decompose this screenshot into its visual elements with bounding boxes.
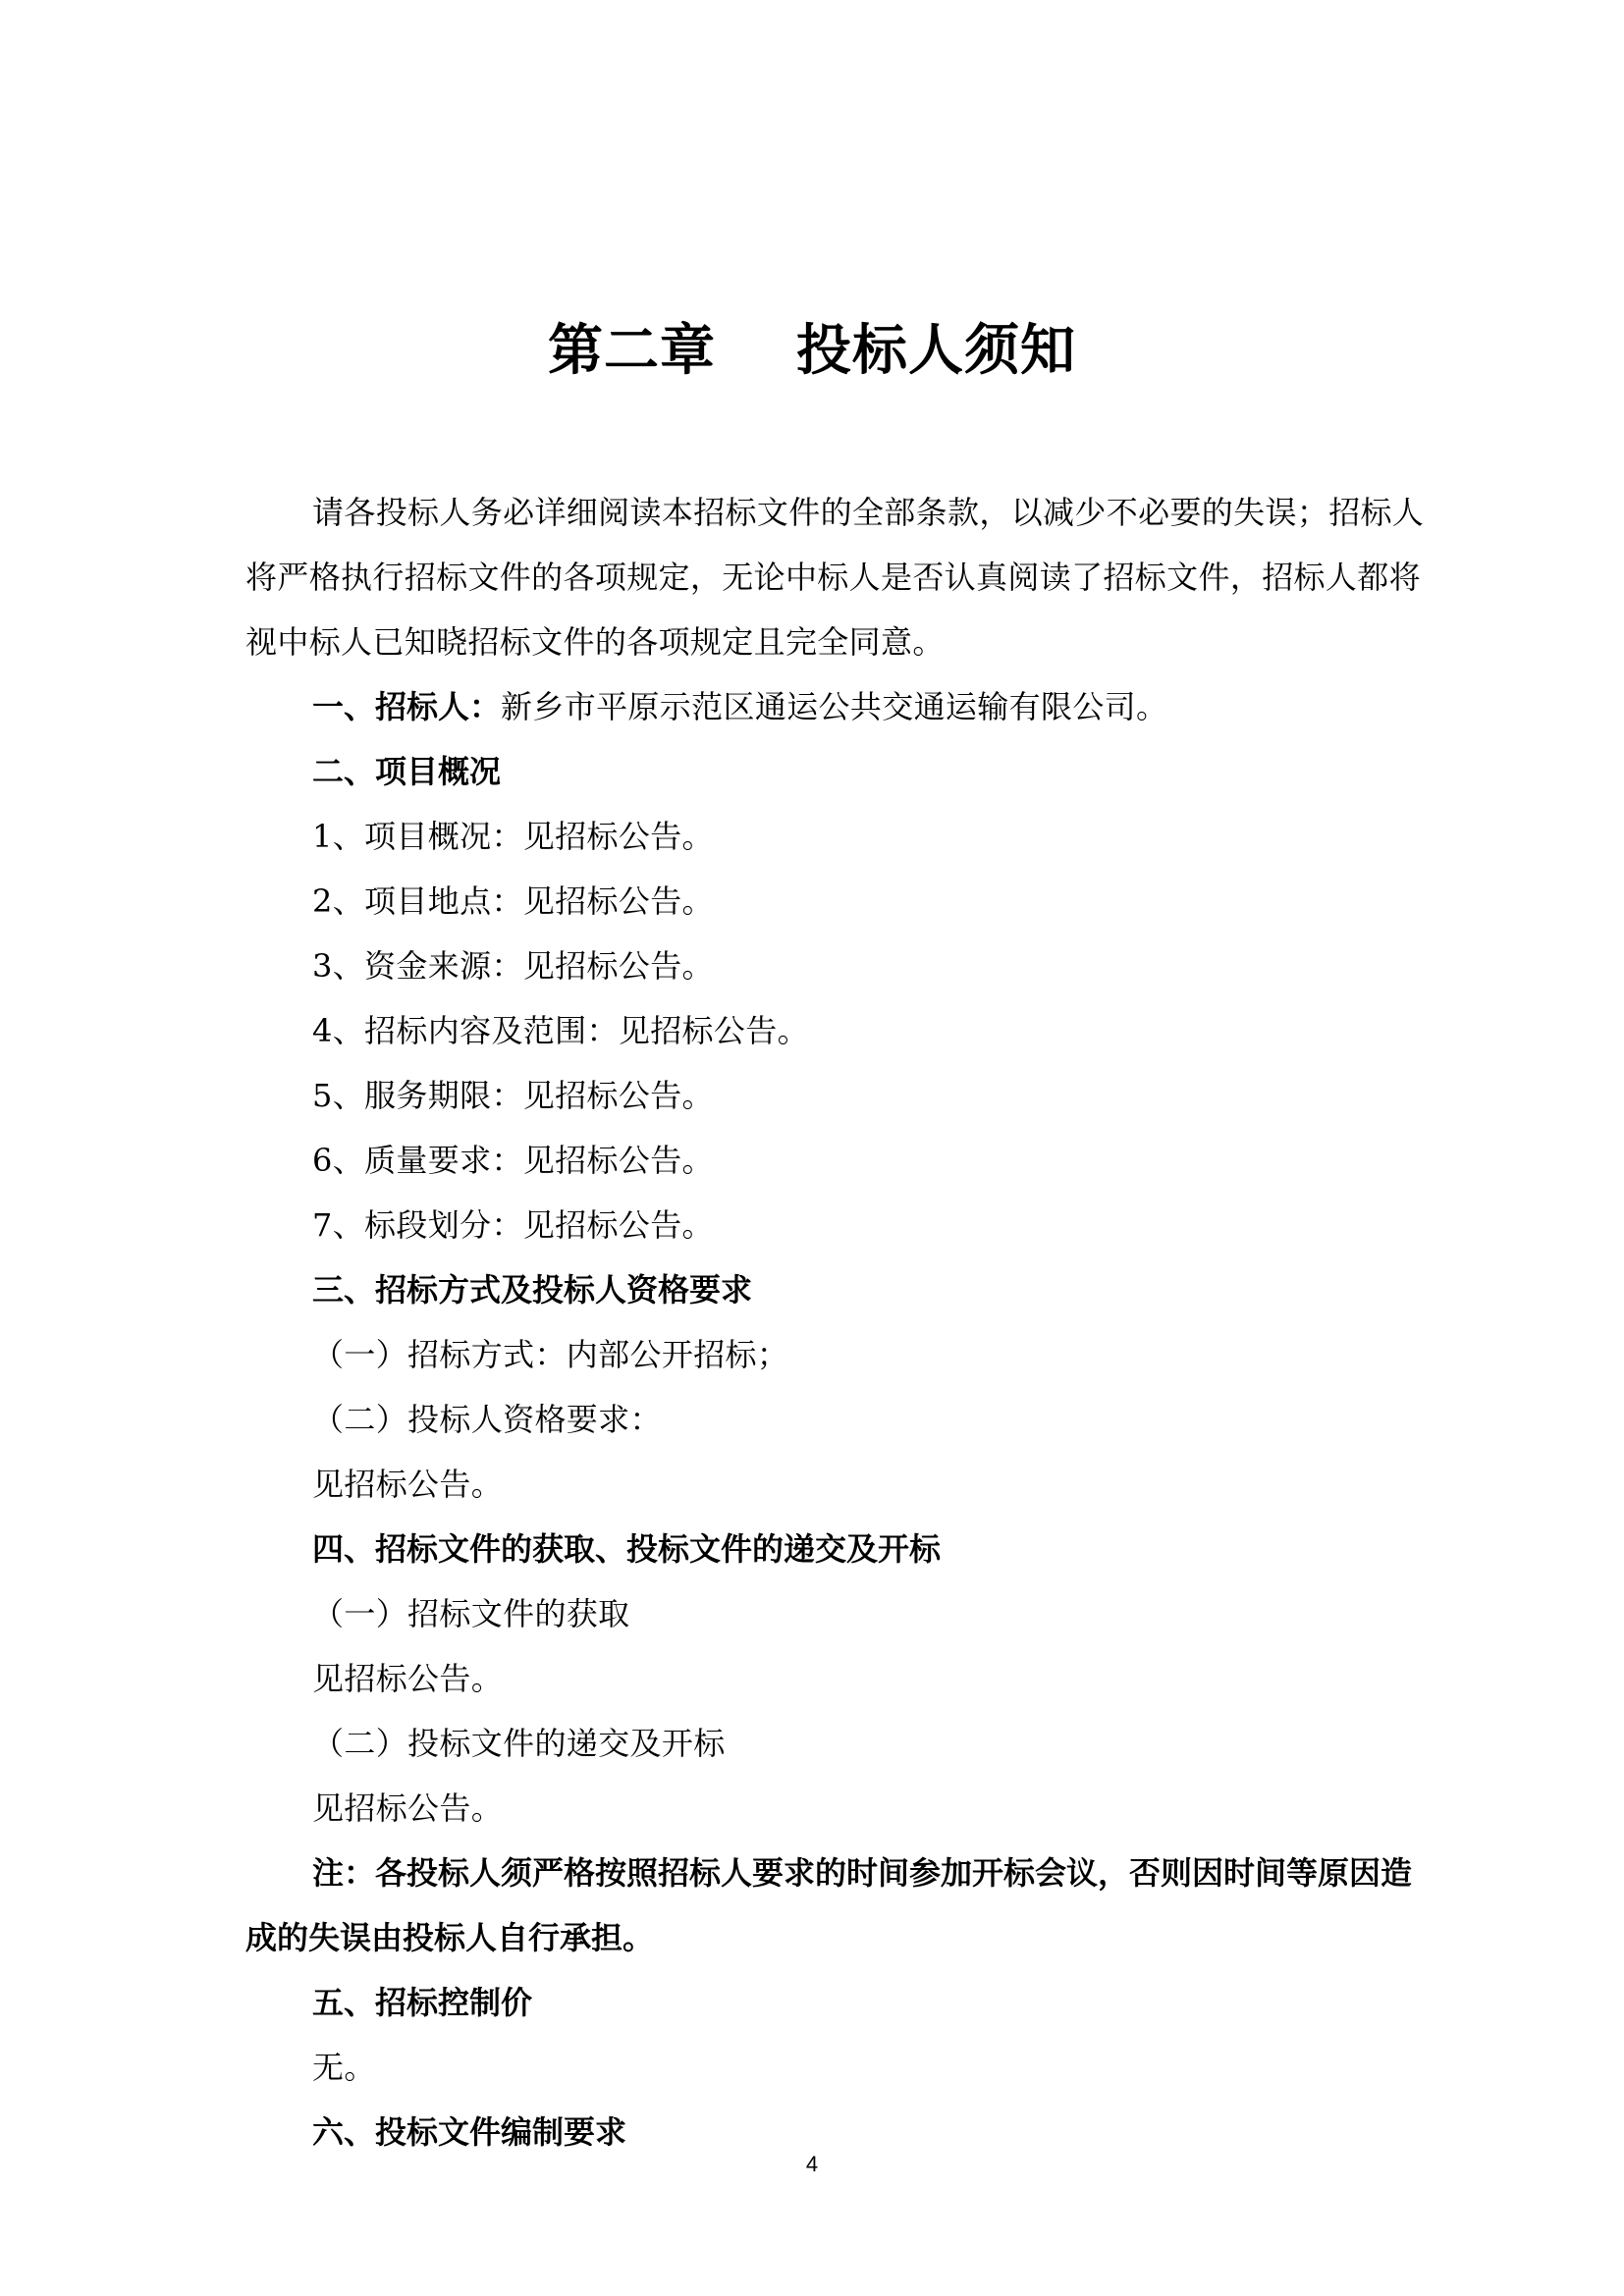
section-2-item-5: 5、服务期限：见招标公告。 xyxy=(312,1077,714,1114)
section-2-heading: 二、项目概况 xyxy=(312,753,502,790)
section-2-item-4: 4、招标内容及范围：见招标公告。 xyxy=(312,1012,809,1049)
section-6-heading: 六、投标文件编制要求 xyxy=(312,2113,627,2151)
section-2-item-6: 6、质量要求：见招标公告。 xyxy=(312,1142,714,1179)
note-line-1: 注：各投标人须严格按照招标人要求的时间参加开标会议，否则因时间等原因造 xyxy=(312,1854,1413,1892)
submission-value: 见招标公告。 xyxy=(312,1789,504,1827)
section-5-heading: 五、招标控制价 xyxy=(312,1984,533,2021)
section-2-item-2: 2、项目地点：见招标公告。 xyxy=(312,882,714,920)
section-2-item-7: 7、标段划分：见招标公告。 xyxy=(312,1206,714,1244)
note-line-2: 成的失误由投标人自行承担。 xyxy=(245,1919,655,1956)
qualification-label: （二）投标人资格要求： xyxy=(312,1401,662,1438)
section-2-item-1: 1、项目概况：见招标公告。 xyxy=(312,818,714,855)
section-1-heading: 一、招标人： xyxy=(312,688,502,725)
obtain-documents-value: 见招标公告。 xyxy=(312,1660,504,1697)
intro-line-3: 视中标人已知晓招标文件的各项规定且完全同意。 xyxy=(245,623,945,661)
page-number: 4 xyxy=(805,2152,819,2176)
control-price-value: 无。 xyxy=(312,2049,376,2086)
section-3-heading: 三、招标方式及投标人资格要求 xyxy=(312,1271,753,1308)
intro-line-1: 请各投标人务必详细阅读本招标文件的全部条款，以减少不必要的失误；招标人 xyxy=(312,494,1425,531)
intro-line-2: 将严格执行招标文件的各项规定，无论中标人是否认真阅读了招标文件，招标人都将 xyxy=(245,559,1421,596)
section-1-line xyxy=(312,682,1167,731)
obtain-documents-label: （一）招标文件的获取 xyxy=(312,1595,630,1632)
section-4-heading: 四、招标文件的获取、投标文件的递交及开标 xyxy=(312,1530,942,1568)
tender-method: （一）招标方式：内部公开招标； xyxy=(312,1336,789,1373)
qualification-value: 见招标公告。 xyxy=(312,1466,504,1503)
tenderer-name: 新乡市平原示范区通运公共交通运输有限公司。 xyxy=(501,688,1168,725)
section-2-item-3: 3、资金来源：见招标公告。 xyxy=(312,947,714,985)
chapter-title: 第二章 投标人须知 xyxy=(548,319,1076,383)
submission-label: （二）投标文件的递交及开标 xyxy=(312,1725,726,1762)
